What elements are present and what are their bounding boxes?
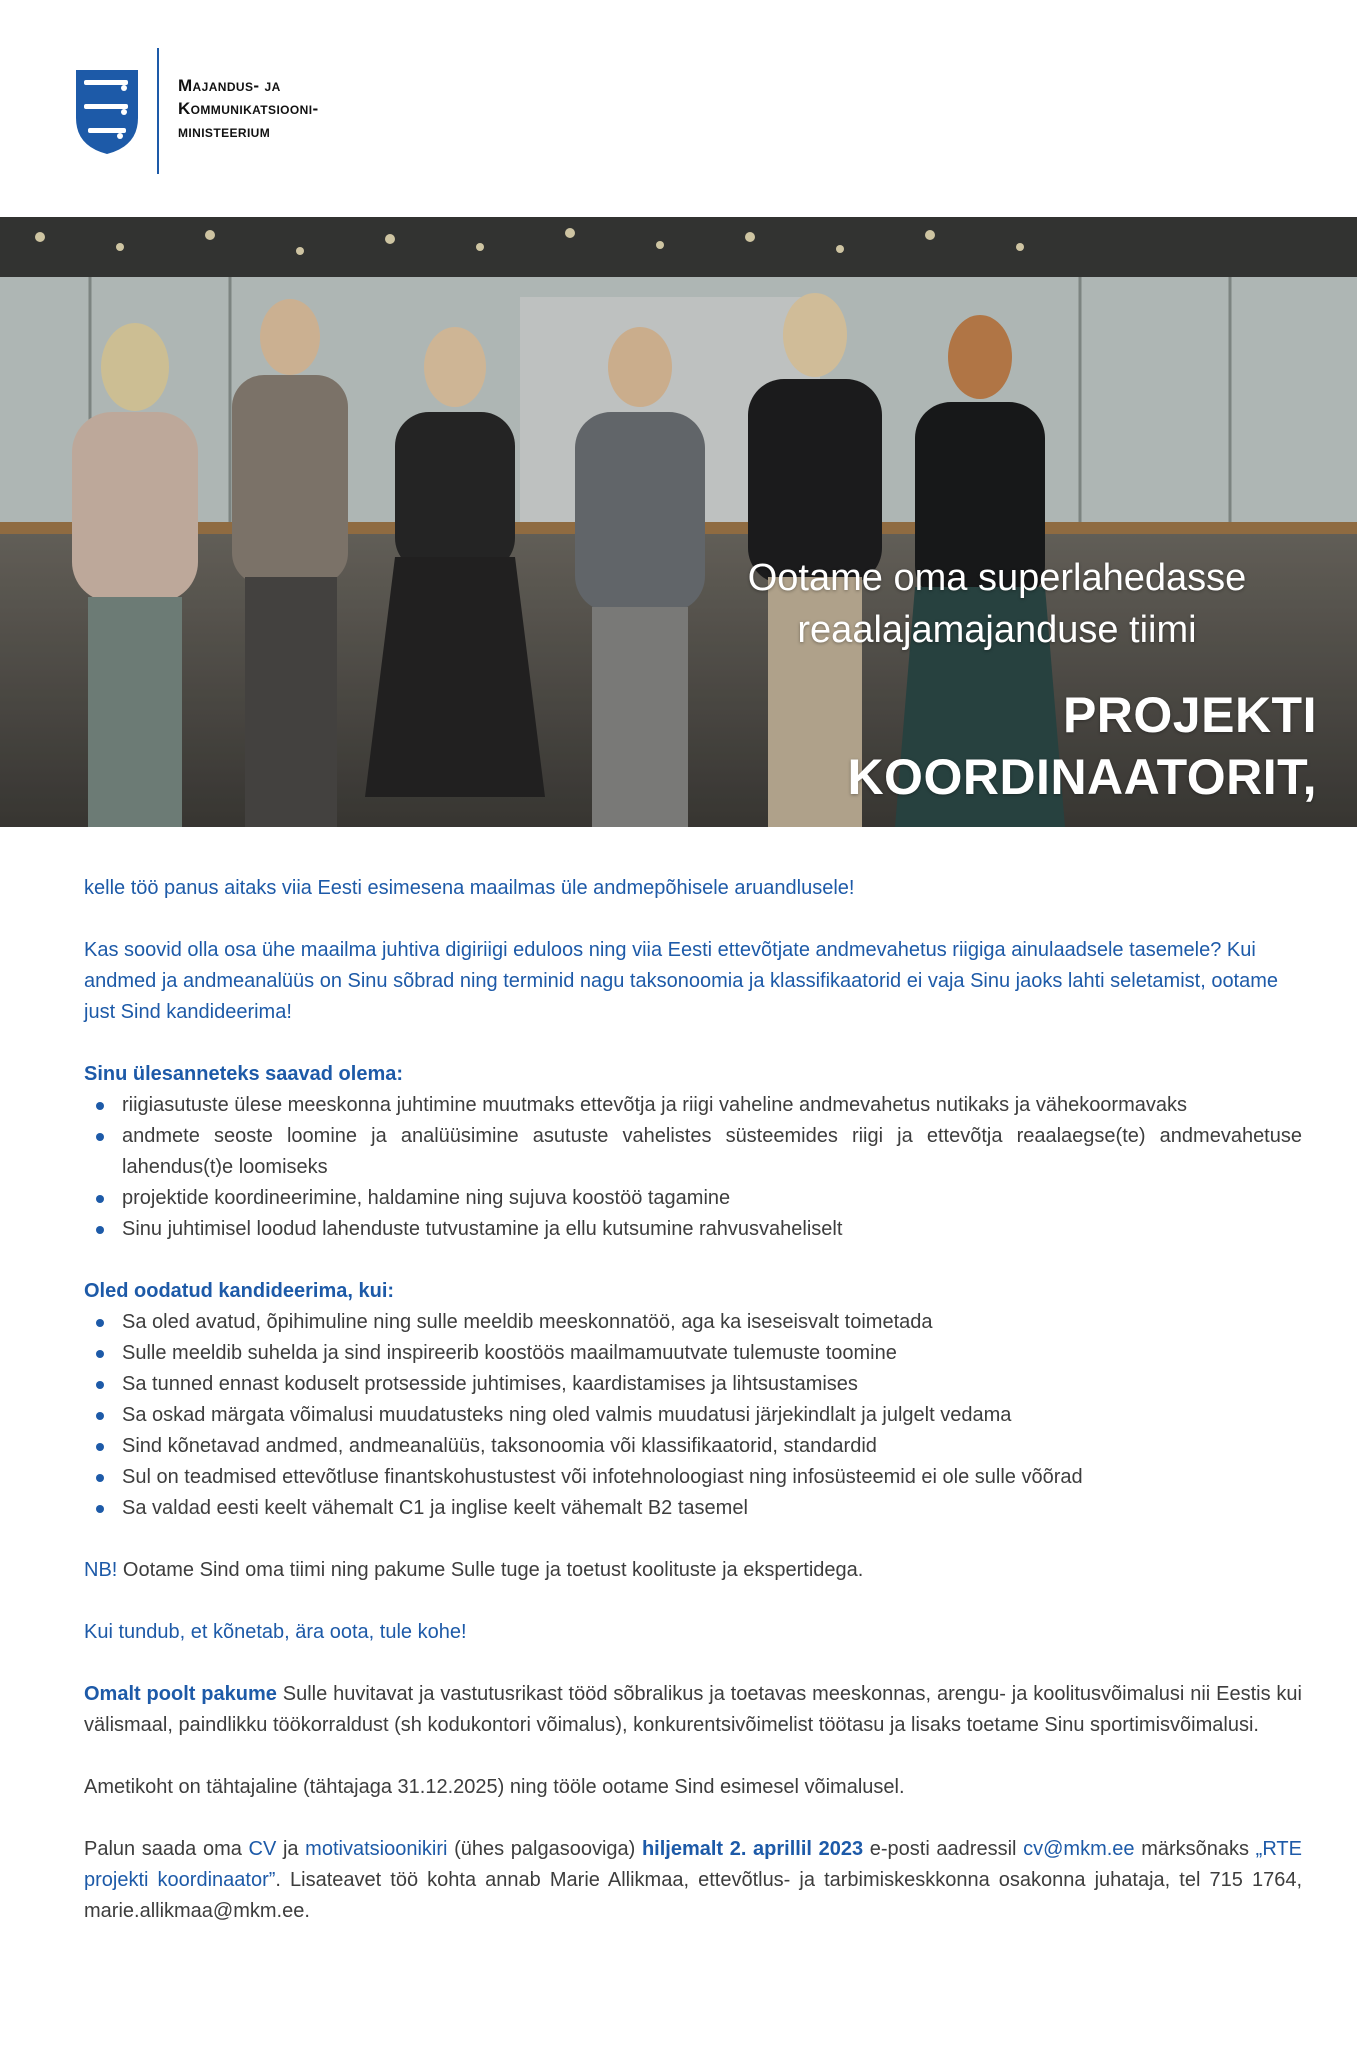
hero-banner (0, 217, 1357, 827)
tasks-list (84, 1090, 1302, 1245)
bullet-icon (96, 1319, 104, 1327)
bullet-icon (96, 1350, 104, 1358)
email-link[interactable]: cv@mkm.ee (1023, 1838, 1135, 1860)
bullet-icon (96, 1195, 104, 1203)
list-item-text: andmete seoste loomine ja analüüsimine asutuste vahelistes süsteemides riigi ja ettevõtja reaalaegse(te) andmevahetuse lahendus(t)e loomiseks (122, 1125, 1302, 1178)
list-item (84, 1183, 1302, 1214)
offer-label: Omalt poolt pakume (84, 1683, 277, 1705)
offer-text: Sulle huvitavat ja vastutusrikast tööd sõbralikus ja toetavas meeskonnas, arengu- ja koolitusvõimalusi nii Eestis kui välismaal, paindlikku töökorraldust (sh kodukontori võimalus), konkurentsivõimelist töötasu ja lisaks toetame Sinu sportimisvõimalusi. (84, 1683, 1303, 1736)
bullet-icon (96, 1381, 104, 1389)
list-item-text: projektide koordineerimine, haldamine ning sujuva koostöö tagamine (122, 1187, 731, 1209)
ministry-line-2: Kommunikatsiooni- (178, 99, 319, 118)
hero-line-2: reaalajamajanduse tiimi (797, 609, 1197, 651)
coat-of-arms-logo (74, 68, 140, 156)
bullet-icon (96, 1505, 104, 1513)
deadline-text: hiljemalt 2. aprillil 2023 (641, 1838, 864, 1860)
requirements-heading: Oled oodatud kandideerima, kui: (84, 1280, 395, 1302)
list-item (84, 1431, 1302, 1462)
header (0, 0, 1357, 217)
bullet-icon (96, 1102, 104, 1110)
list-item (84, 1090, 1302, 1121)
list-item (84, 1307, 1302, 1338)
list-item-text: Sinu juhtimisel loodud lahenduste tutvustamine ja ellu kutsumine rahvusvaheliselt (122, 1218, 843, 1240)
list-item (84, 1493, 1302, 1524)
apply-text-2: ja (276, 1838, 306, 1860)
offer-paragraph (84, 1679, 1302, 1741)
term-text: Ametikoht on tähtajaline (tähtajaga 31.12.2025) ning tööle ootame Sind esimesel võimalusel. (84, 1776, 905, 1798)
nb-paragraph (84, 1555, 1302, 1586)
list-item (84, 1369, 1302, 1400)
bullet-icon (96, 1474, 104, 1482)
list-item (84, 1462, 1302, 1493)
hero-line-1: Ootame oma superlahedasse (747, 557, 1247, 599)
list-item-text: Sa valdad eesti keelt vähemalt C1 ja inglise keelt vähemalt B2 tasemel (122, 1497, 748, 1519)
ministry-name (178, 74, 319, 143)
job-ad-body (84, 873, 1302, 1927)
list-item (84, 1214, 1302, 1245)
header-divider (157, 48, 159, 174)
requirements-list (84, 1307, 1302, 1524)
list-item-text: Sa tunned ennast koduselt protsesside juhtimises, kaardistamises ja lihtsustamises (122, 1373, 858, 1395)
apply-text-1: Palun saada oma (84, 1838, 249, 1860)
apply-text-5: märksõnaks (1134, 1838, 1256, 1860)
hero-text (617, 552, 1317, 808)
cv-link[interactable]: CV (248, 1838, 277, 1860)
list-item-text: Sul on teadmised ettevõtluse finantskohustustest või infotehnoloogiast ning infosüsteemid ei ole sulle võõrad (122, 1466, 1083, 1488)
keyword-text: „RTE projekti koordinaator” (84, 1838, 1302, 1891)
nb-text: Ootame Sind oma tiimi ning pakume Sulle tuge ja toetust koolituste ja ekspertidega. (117, 1559, 864, 1581)
list-item-text: Sind kõnetavad andmed, andmeanalüüs, taksonoomia või klassifikaatorid, standardid (122, 1435, 877, 1457)
ministry-line-1: Majandus- ja (178, 76, 281, 95)
list-item-text: Sa oled avatud, õpihimuline ning sulle meeldib meeskonnatöö, aga ka iseseisvalt toimetada (122, 1311, 933, 1333)
bullet-icon (96, 1412, 104, 1420)
bullet-icon (96, 1133, 104, 1141)
motivation-letter-link[interactable]: motivatsioonikiri (305, 1838, 448, 1860)
list-item (84, 1121, 1302, 1183)
pitch-text: Kas soovid olla osa ühe maailma juhtiva digiriigi eduloos ning viia Eesti ettevõtjate andmevahetus riigiga ainulaadsele tasemele? Kui andmed ja andmeanalüüs on Sinu sõbrad ning terminid nagu taksonoomia ja klassifikaatorid ei vaja Sinu jaoks lahti seletamist, ootame just Sind kandideerima! (84, 939, 1279, 1023)
hero-title: PROJEKTI KOORDINAATORIT, (847, 687, 1317, 805)
callout-text: Kui tundub, et kõnetab, ära oota, tule kohe! (84, 1621, 467, 1643)
apply-text-6: . Lisateavet töö kohta annab Marie Allikmaa, ettevõtlus- ja tarbimiskeskkonna osakonna juhataja, tel 715 1764, marie.allikmaa@mkm.ee. (84, 1869, 1302, 1922)
intro-text: kelle töö panus aitaks viia Eesti esimesena maailmas üle andmepõhisele aruandlusele! (84, 877, 855, 899)
list-item (84, 1338, 1302, 1369)
list-item (84, 1400, 1302, 1431)
list-item-text: Sulle meeldib suhelda ja sind inspireerib koostöös maailmamuutvate tulemuste toomine (122, 1342, 897, 1364)
list-item-text: riigiasutuste ülese meeskonna juhtimine muutmaks ettevõtja ja riigi vaheline andmevahetus nutikaks ja vähekoormavaks (122, 1094, 1187, 1116)
apply-paragraph (84, 1834, 1302, 1927)
apply-text-3: (ühes palgasooviga) (447, 1838, 642, 1860)
nb-label: NB! (84, 1559, 118, 1581)
list-item-text: Sa oskad märgata võimalusi muudatusteks ning oled valmis muudatusi järjekindlalt ja julgelt vedama (122, 1404, 1012, 1426)
bullet-icon (96, 1226, 104, 1234)
bullet-icon (96, 1443, 104, 1451)
apply-text-4: e-posti aadressil (863, 1838, 1024, 1860)
ministry-line-3: ministeerium (178, 122, 271, 141)
tasks-heading: Sinu ülesanneteks saavad olema: (84, 1063, 404, 1085)
